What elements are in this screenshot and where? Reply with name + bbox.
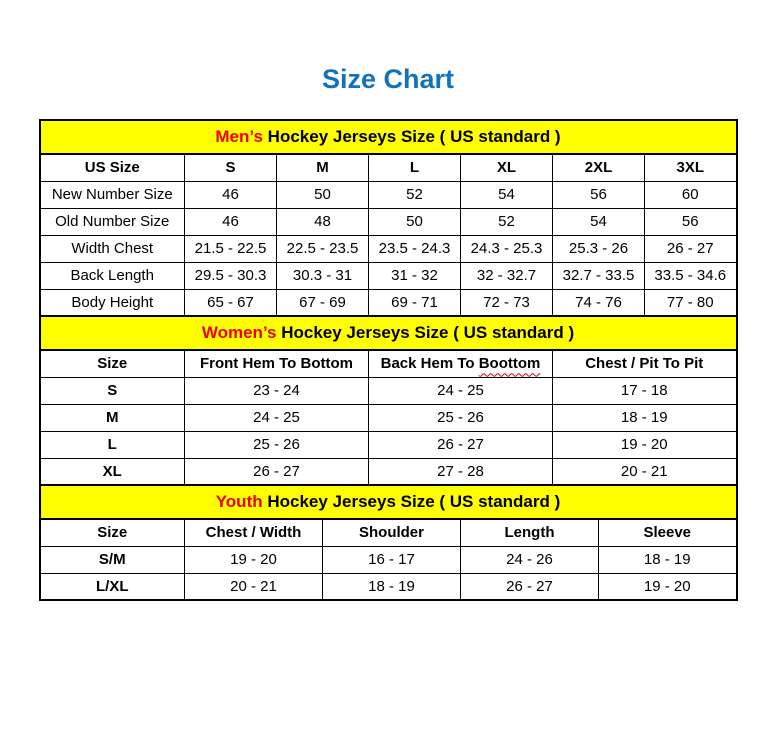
womens-section-rest: Hockey Jerseys Size ( US standard ) bbox=[281, 323, 575, 342]
value-cell: 60 bbox=[645, 181, 737, 208]
value-cell: 54 bbox=[553, 208, 645, 235]
column-header: M bbox=[277, 154, 369, 181]
value-cell: 48 bbox=[277, 208, 369, 235]
value-cell: 22.5 - 23.5 bbox=[277, 235, 369, 262]
value-cell: 50 bbox=[369, 208, 461, 235]
table-row bbox=[40, 404, 737, 431]
row-label-cell: S bbox=[40, 377, 185, 404]
row-label-cell: Body Height bbox=[40, 289, 185, 316]
youth-column-header-row bbox=[40, 519, 737, 546]
womens-section-lead: Women’s bbox=[201, 323, 277, 342]
value-cell: 65 - 67 bbox=[185, 289, 277, 316]
value-cell: 33.5 - 34.6 bbox=[645, 262, 737, 289]
value-cell: 30.3 - 31 bbox=[277, 262, 369, 289]
youth-section-header bbox=[40, 485, 737, 519]
mens-section-lead: Men’s bbox=[215, 127, 263, 146]
value-cell: 54 bbox=[461, 181, 553, 208]
value-cell: 24 - 25 bbox=[185, 404, 369, 431]
column-header-text: Back Hem To bbox=[380, 355, 475, 373]
value-cell: 27 - 28 bbox=[369, 458, 553, 485]
table-row bbox=[40, 546, 737, 573]
table-row bbox=[40, 235, 737, 262]
misspelled-word: Boottom bbox=[478, 355, 541, 373]
value-cell: 31 - 32 bbox=[369, 262, 461, 289]
value-cell: 19 - 20 bbox=[553, 431, 737, 458]
value-cell: 46 bbox=[185, 181, 277, 208]
column-header: Sleeve bbox=[599, 519, 737, 546]
value-cell: 25.3 - 26 bbox=[553, 235, 645, 262]
column-header: 2XL bbox=[553, 154, 645, 181]
value-cell: 18 - 19 bbox=[553, 404, 737, 431]
value-cell: 56 bbox=[645, 208, 737, 235]
column-header: Shoulder bbox=[323, 519, 461, 546]
table-row bbox=[40, 289, 737, 316]
table-row bbox=[40, 181, 737, 208]
value-cell: 23 - 24 bbox=[185, 377, 369, 404]
mens-section-header bbox=[40, 120, 737, 154]
table-row bbox=[40, 262, 737, 289]
table-row bbox=[40, 377, 737, 404]
value-cell: 24.3 - 25.3 bbox=[461, 235, 553, 262]
value-cell: 50 bbox=[277, 181, 369, 208]
value-cell: 25 - 26 bbox=[185, 431, 369, 458]
value-cell: 21.5 - 22.5 bbox=[185, 235, 277, 262]
value-cell: 26 - 27 bbox=[369, 431, 553, 458]
size-chart-tables bbox=[39, 119, 738, 601]
value-cell: 16 - 17 bbox=[323, 546, 461, 573]
value-cell: 77 - 80 bbox=[645, 289, 737, 316]
mens-column-header-row bbox=[40, 154, 737, 181]
column-header: Size bbox=[40, 350, 185, 377]
row-label-cell: Back Length bbox=[40, 262, 185, 289]
column-header: L bbox=[369, 154, 461, 181]
mens-size-table bbox=[39, 119, 738, 317]
value-cell: 72 - 73 bbox=[461, 289, 553, 316]
value-cell: 18 - 19 bbox=[323, 573, 461, 600]
table-row bbox=[40, 458, 737, 485]
row-label-cell: Old Number Size bbox=[40, 208, 185, 235]
value-cell: 46 bbox=[185, 208, 277, 235]
value-cell: 32.7 - 33.5 bbox=[553, 262, 645, 289]
row-label-cell: New Number Size bbox=[40, 181, 185, 208]
value-cell: 19 - 20 bbox=[185, 546, 323, 573]
value-cell: 26 - 27 bbox=[185, 458, 369, 485]
value-cell: 74 - 76 bbox=[553, 289, 645, 316]
value-cell: 52 bbox=[461, 208, 553, 235]
value-cell: 32 - 32.7 bbox=[461, 262, 553, 289]
table-row bbox=[40, 431, 737, 458]
value-cell: 24 - 26 bbox=[461, 546, 599, 573]
row-label-cell: XL bbox=[40, 458, 185, 485]
youth-section-header-row bbox=[40, 485, 737, 519]
row-label-cell: S/M bbox=[40, 546, 185, 573]
row-label-cell: L/XL bbox=[40, 573, 185, 600]
mens-section-header-row bbox=[40, 120, 737, 154]
value-cell: 20 - 21 bbox=[553, 458, 737, 485]
value-cell: 56 bbox=[553, 181, 645, 208]
column-header: 3XL bbox=[645, 154, 737, 181]
value-cell: 17 - 18 bbox=[553, 377, 737, 404]
womens-section-header-row bbox=[40, 316, 737, 350]
value-cell: 67 - 69 bbox=[277, 289, 369, 316]
column-header bbox=[369, 350, 553, 377]
value-cell: 29.5 - 30.3 bbox=[185, 262, 277, 289]
column-header: Chest / Pit To Pit bbox=[553, 350, 737, 377]
womens-section-header bbox=[40, 316, 737, 350]
column-header: Front Hem To Bottom bbox=[185, 350, 369, 377]
womens-size-table bbox=[39, 315, 738, 486]
row-label-cell: M bbox=[40, 404, 185, 431]
value-cell: 23.5 - 24.3 bbox=[369, 235, 461, 262]
column-header: S bbox=[185, 154, 277, 181]
page-title: Size Chart bbox=[321, 64, 455, 94]
womens-column-header-row bbox=[40, 350, 737, 377]
column-header: XL bbox=[461, 154, 553, 181]
row-label-cell: Width Chest bbox=[40, 235, 185, 262]
value-cell: 18 - 19 bbox=[599, 546, 737, 573]
youth-size-table bbox=[39, 484, 738, 601]
row-label-cell: L bbox=[40, 431, 185, 458]
table-row bbox=[40, 208, 737, 235]
value-cell: 26 - 27 bbox=[461, 573, 599, 600]
column-header: US Size bbox=[40, 154, 185, 181]
value-cell: 19 - 20 bbox=[599, 573, 737, 600]
column-header: Chest / Width bbox=[185, 519, 323, 546]
value-cell: 26 - 27 bbox=[645, 235, 737, 262]
value-cell: 20 - 21 bbox=[185, 573, 323, 600]
value-cell: 25 - 26 bbox=[369, 404, 553, 431]
column-header: Size bbox=[40, 519, 185, 546]
value-cell: 24 - 25 bbox=[369, 377, 553, 404]
column-header: Length bbox=[461, 519, 599, 546]
youth-section-lead: Youth bbox=[215, 492, 263, 511]
value-cell: 69 - 71 bbox=[369, 289, 461, 316]
table-row bbox=[40, 573, 737, 600]
value-cell: 52 bbox=[369, 181, 461, 208]
mens-section-rest: Hockey Jerseys Size ( US standard ) bbox=[267, 127, 561, 146]
youth-section-rest: Hockey Jerseys Size ( US standard ) bbox=[267, 492, 561, 511]
